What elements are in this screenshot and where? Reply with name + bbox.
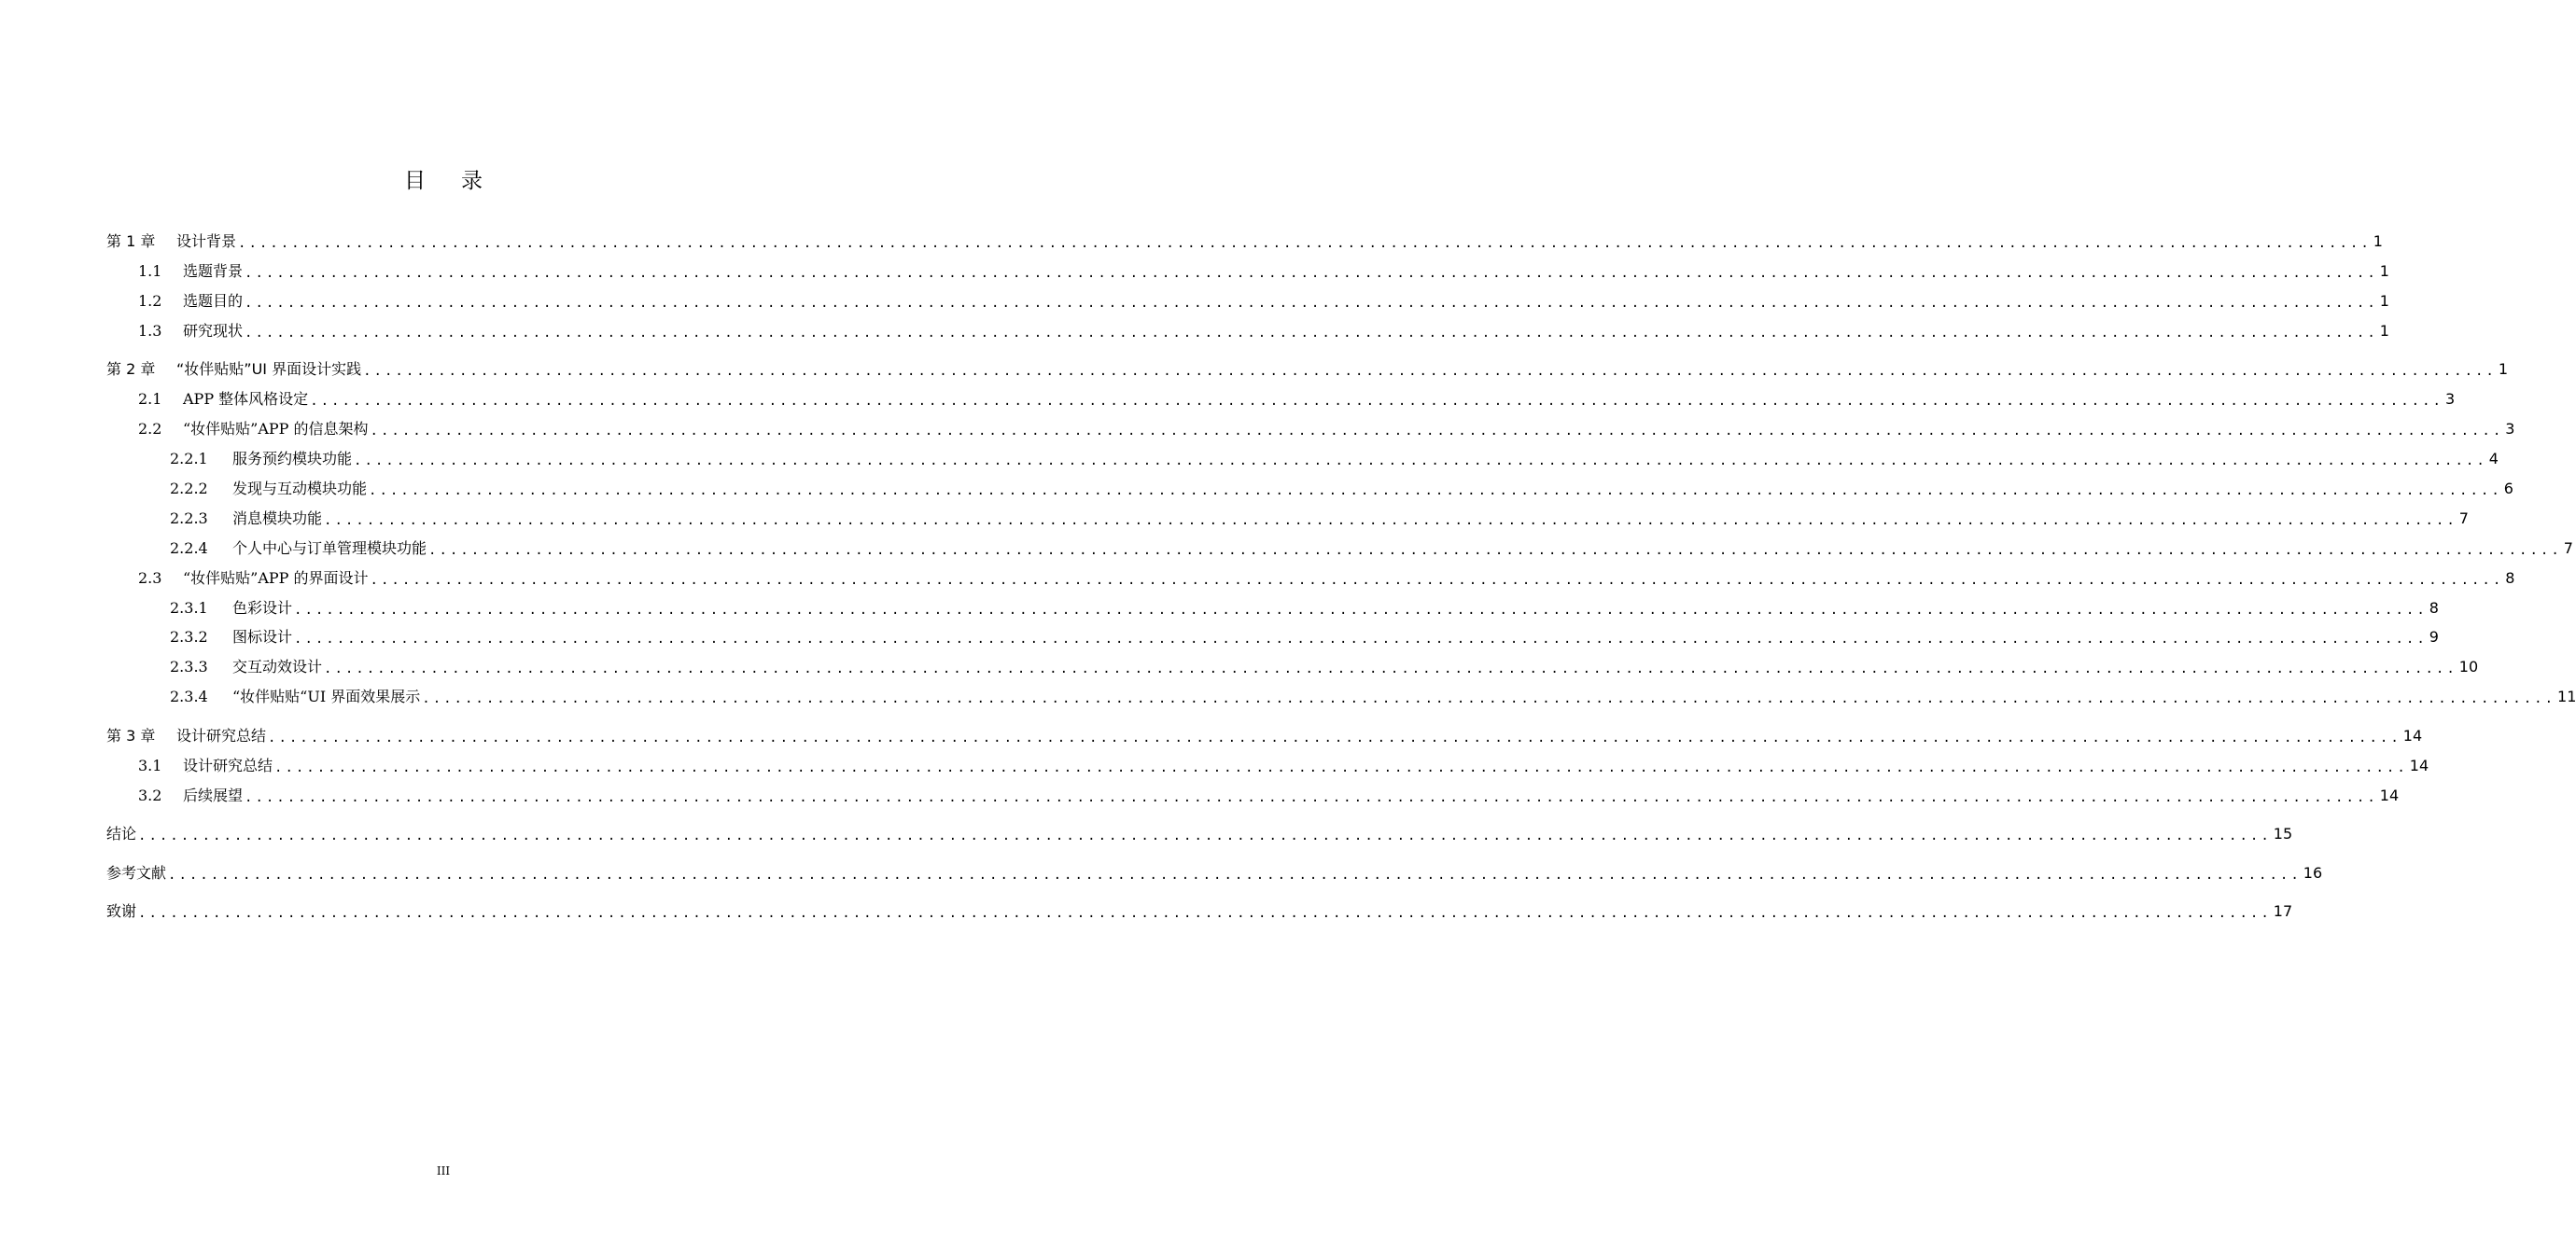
- toc-dot-leader: ........................................................................................................................................................................................................: [274, 760, 2408, 775]
- toc-entry[interactable]: [138, 567, 2515, 590]
- toc-dot-leader: ........................................................................................................................................................................................................: [369, 483, 2502, 498]
- toc-entry[interactable]: [170, 686, 2576, 708]
- toc-entry-page: 11: [2557, 688, 2576, 705]
- toc-entry[interactable]: [106, 725, 2423, 747]
- toc-entry-title: 结论: [106, 825, 137, 843]
- toc-entry-page: 10: [2458, 658, 2479, 676]
- toc-dot-leader: ........................................................................................................................................................................................................: [428, 543, 2562, 558]
- toc-entry[interactable]: [106, 862, 2323, 885]
- toc-dot-leader: ........................................................................................................................................................................................................: [294, 603, 2428, 618]
- toc-entry-title: 参考文献: [106, 864, 167, 882]
- toc-dot-leader: ........................................................................................................................................................................................................: [310, 394, 2443, 409]
- toc-entry-number: 1.3: [138, 322, 162, 340]
- toc-entry-page: 8: [2505, 569, 2515, 587]
- toc-dot-leader: ........................................................................................................................................................................................................: [294, 632, 2428, 647]
- toc-entry[interactable]: [170, 537, 2573, 560]
- toc-entry[interactable]: [170, 448, 2499, 470]
- toc-entry-page: 1: [2379, 322, 2389, 340]
- toc-entry-page: 14: [2402, 727, 2423, 745]
- toc-dot-leader: ........................................................................................................................................................................................................: [238, 236, 2372, 251]
- toc-entry-number: 2.3.1: [170, 599, 208, 617]
- toc-entry-number: 2.1: [138, 390, 162, 408]
- toc-entry[interactable]: [106, 900, 2293, 923]
- toc-entry[interactable]: [138, 320, 2389, 342]
- toc-entry-title: 色彩设计: [232, 599, 293, 617]
- toc-entry-number: 2.2.2: [170, 480, 208, 497]
- toc-entry-page: 8: [2429, 599, 2439, 617]
- toc-dot-leader: ........................................................................................................................................................................................................: [422, 691, 2556, 706]
- toc-entry[interactable]: [138, 388, 2456, 411]
- toc-entry[interactable]: [170, 656, 2479, 678]
- toc-entry[interactable]: [106, 823, 2293, 845]
- toc-entry-title: 研究现状: [183, 322, 244, 340]
- toc-dot-leader: ........................................................................................................................................................................................................: [138, 829, 2272, 843]
- toc-entry-title: 设计研究总结: [183, 757, 273, 774]
- toc-entry-page: 14: [2409, 757, 2429, 774]
- toc-dot-leader: ........................................................................................................................................................................................................: [245, 326, 2378, 341]
- toc-entry-title: 设计背景: [176, 232, 237, 250]
- toc-dot-leader: ........................................................................................................................................................................................................: [245, 790, 2378, 805]
- toc-entry-title: 设计研究总结: [176, 727, 267, 745]
- toc-entry-page: 15: [2273, 825, 2293, 843]
- toc-entry-number: 3.2: [138, 787, 162, 804]
- toc-entry[interactable]: [170, 597, 2439, 620]
- toc-dot-leader: ........................................................................................................................................................................................................: [138, 906, 2272, 921]
- toc-entry-number: 2.3.4: [170, 688, 208, 705]
- toc-entry-title: APP 整体风格设定: [183, 390, 309, 408]
- toc-entry-page: 1: [2379, 292, 2389, 310]
- toc-entry-page: 7: [2458, 509, 2469, 527]
- toc-entry-title: “妆伴贴贴“UI 界面效果展示: [232, 688, 421, 705]
- toc-entry-number: 1.1: [138, 262, 162, 280]
- toc-entry[interactable]: [106, 358, 2509, 381]
- toc-entry-number: 2.3: [138, 569, 162, 587]
- toc-entry-page: 1: [2379, 262, 2389, 280]
- toc-entry[interactable]: [138, 785, 2400, 807]
- page-number: III: [436, 1164, 451, 1177]
- toc-entry-title: 交互动效设计: [232, 658, 323, 676]
- toc-entry[interactable]: [138, 290, 2389, 313]
- toc-entry-title: 后续展望: [183, 787, 244, 804]
- toc-dot-leader: ........................................................................................................................................................................................................: [245, 266, 2378, 281]
- toc-entry-number: 1.2: [138, 292, 162, 310]
- toc-entry-number: 2.3.2: [170, 628, 208, 646]
- toc-entry-page: 4: [2488, 450, 2499, 467]
- toc-entry-page: 6: [2503, 480, 2513, 497]
- toc-entry[interactable]: [170, 478, 2513, 500]
- toc-entry-page: 7: [2563, 539, 2573, 557]
- toc-dot-leader: ........................................................................................................................................................................................................: [324, 662, 2457, 676]
- toc-entry-page: 14: [2379, 787, 2400, 804]
- toc-dot-leader: ........................................................................................................................................................................................................: [370, 573, 2504, 588]
- toc-entry-page: 16: [2303, 864, 2323, 882]
- toc-entry-number: 2.2.3: [170, 509, 208, 527]
- toc-entry-number: 2.2.1: [170, 450, 208, 467]
- toc-entry[interactable]: [170, 626, 2439, 648]
- toc-dot-leader: ........................................................................................................................................................................................................: [245, 296, 2378, 311]
- page-title: 目录: [404, 169, 518, 193]
- toc-entry-number: 第 3 章: [106, 727, 156, 745]
- toc-entry[interactable]: [106, 230, 2383, 253]
- toc-entry-title: “妆伴贴贴”APP 的信息架构: [183, 420, 369, 438]
- toc-entry-title: 选题背景: [183, 262, 244, 280]
- toc-dot-leader: ........................................................................................................................................................................................................: [370, 424, 2504, 439]
- toc-entry-title: 发现与互动模块功能: [232, 480, 368, 497]
- toc-entry-title: 致谢: [106, 902, 137, 920]
- toc-entry[interactable]: [138, 260, 2389, 283]
- toc-entry[interactable]: [138, 755, 2429, 777]
- toc-dot-leader: ........................................................................................................................................................................................................: [268, 731, 2401, 745]
- toc-dot-leader: ........................................................................................................................................................................................................: [354, 453, 2487, 468]
- toc-entry-number: 第 1 章: [106, 232, 156, 250]
- toc-entry-page: 3: [2505, 420, 2515, 438]
- toc-entry-page: 3: [2444, 390, 2456, 408]
- toc-entry-title: “妆伴贴贴”UI 界面设计实践: [176, 360, 362, 378]
- toc-entry-title: 消息模块功能: [232, 509, 323, 527]
- toc-entry-number: 2.3.3: [170, 658, 208, 676]
- toc-entry-number: 2.2: [138, 420, 162, 438]
- toc-entry-title: 选题目的: [183, 292, 244, 310]
- toc-entry-title: “妆伴贴贴”APP 的界面设计: [183, 569, 369, 587]
- toc-entry[interactable]: [138, 418, 2515, 440]
- toc-dot-leader: ........................................................................................................................................................................................................: [168, 868, 2302, 883]
- toc-dot-leader: ........................................................................................................................................................................................................: [324, 513, 2457, 528]
- toc-entry[interactable]: [170, 508, 2469, 530]
- toc-entry-number: 第 2 章: [106, 360, 156, 378]
- toc-entry-page: 1: [2498, 360, 2509, 378]
- toc-entry-page: 1: [2373, 232, 2383, 250]
- toc-dot-leader: ........................................................................................................................................................................................................: [363, 364, 2497, 379]
- toc-entry-title: 服务预约模块功能: [232, 450, 353, 467]
- toc-entry-number: 3.1: [138, 757, 162, 774]
- toc-entry-title: 个人中心与订单管理模块功能: [232, 539, 427, 557]
- toc-entry-title: 图标设计: [232, 628, 293, 646]
- toc-entry-page: 17: [2273, 902, 2293, 920]
- toc-entry-page: 9: [2429, 628, 2439, 646]
- toc-entry-number: 2.2.4: [170, 539, 208, 557]
